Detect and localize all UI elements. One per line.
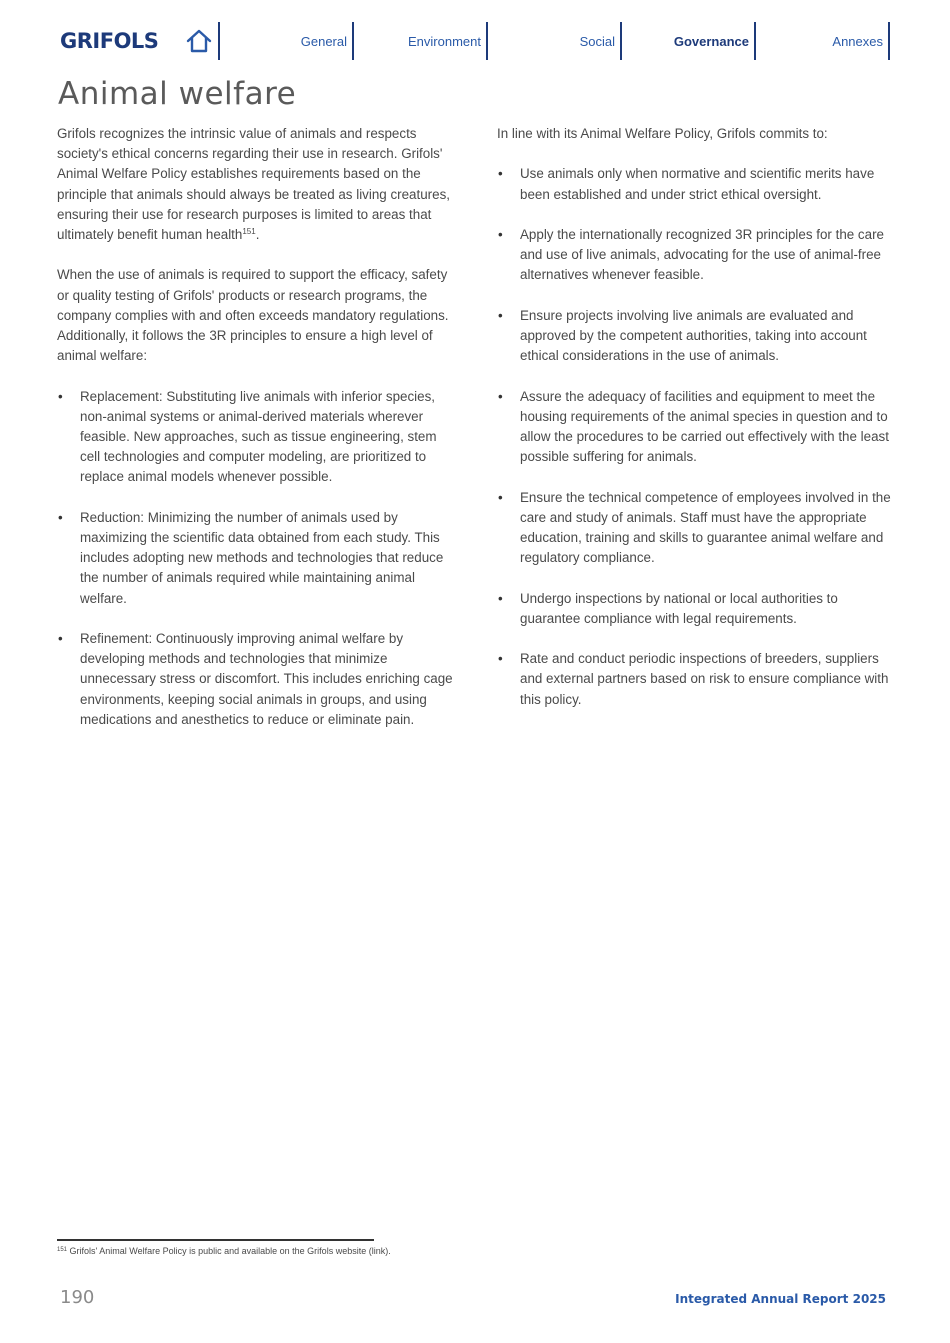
home-icon	[185, 28, 213, 54]
grifols-logo[interactable]: GRIFOLS	[60, 29, 159, 53]
commitments-intro: In line with its Animal Welfare Policy, Grifols commits to:	[497, 126, 828, 141]
nav-general[interactable]: General	[250, 22, 354, 60]
footnote-number: 151	[57, 1247, 68, 1253]
list-item: • Ensure the technical competence of employees involved in the care and study of animals. Staff must have the appropriate education, training and skills to guarantee animal welfare and regulatory compliance.	[497, 488, 897, 569]
nav-governance[interactable]: Governance	[650, 22, 756, 60]
list-item-reduction: • Reduction: Minimizing the number of animals used by maximizing the scientific data obtained from each study. This includes adopting new methods and technologies that reduce the number of animals required while maintaining animal welfare.	[57, 508, 457, 609]
nav-annexes[interactable]: Annexes	[790, 22, 890, 60]
footnote-reference[interactable]: 151	[242, 227, 256, 237]
list-item-replacement: • Replacement: Substituting live animals with inferior species, non-animal systems or animal-derived materials wherever feasible. New approaches, such as tissue engineering, stem cell technologies and computer modeling, are prioritized to replace animal models whenever possible.	[57, 387, 457, 488]
report-title: Integrated Annual Report 2025	[675, 1292, 886, 1306]
footnote	[57, 1246, 391, 1256]
right-column	[497, 124, 897, 730]
nav-social[interactable]: Social	[520, 22, 622, 60]
left-column	[57, 124, 457, 750]
intro-text: Grifols recognizes the intrinsic value of animals and respects society's ethical concerns regarding their use in research. Grifols' Animal Welfare Policy establishes requirements based on the principle that animals should always be treated as living creatures, ensuring their use for research purposes is limited to areas that ultimately benefit human health	[57, 126, 450, 243]
list-item: • Rate and conduct periodic inspections of breeders, suppliers and external partners based on risk to ensure compliance with this policy.	[497, 649, 897, 710]
footnote-text: Grifols' Animal Welfare Policy is public and available on the Grifols website (link).	[67, 1246, 391, 1256]
home-divider	[218, 22, 220, 60]
three-r-list	[57, 387, 457, 730]
list-item: • Undergo inspections by national or local authorities to guarantee compliance with legal requirements.	[497, 589, 897, 629]
page-title: Animal welfare	[58, 76, 297, 112]
footnote-divider	[57, 1239, 374, 1241]
page-header	[0, 0, 950, 70]
list-item: • Use animals only when normative and scientific merits have been established and under strict ethical oversight.	[497, 164, 897, 204]
list-item: • Ensure projects involving live animals are evaluated and approved by the competent authorities, taking into account ethical considerations in the use of animals.	[497, 306, 897, 367]
regulation-paragraph: When the use of animals is required to support the efficacy, safety or quality testing of Grifols' products or research programs, the company complies with and often exceeds mandatory regulations. Additionally, it follows the 3R principles to ensure a high level of animal welfare:	[57, 267, 449, 364]
intro-text-end: .	[255, 227, 260, 243]
home-button[interactable]	[185, 28, 213, 54]
list-item: • Apply the internationally recognized 3R principles for the care and use of live animals, advocating for the use of animal-free alternatives whenever feasible.	[497, 225, 897, 286]
list-item-refinement: • Refinement: Continuously improving animal welfare by developing methods and technologies that minimize unnecessary stress or discomfort. This includes enriching cage environments, keeping social animals in groups, and using medications and anesthetics to reduce or eliminate pain.	[57, 629, 457, 730]
page-number: 190	[60, 1287, 95, 1308]
list-item: • Assure the adequacy of facilities and equipment to meet the housing requirements of the animal species in question and to allow the procedures to be carried out effectively with the least possible suffering for animals.	[497, 387, 897, 468]
nav-environment[interactable]: Environment	[380, 22, 488, 60]
commitments-list	[497, 164, 897, 709]
intro-paragraph	[57, 124, 457, 245]
